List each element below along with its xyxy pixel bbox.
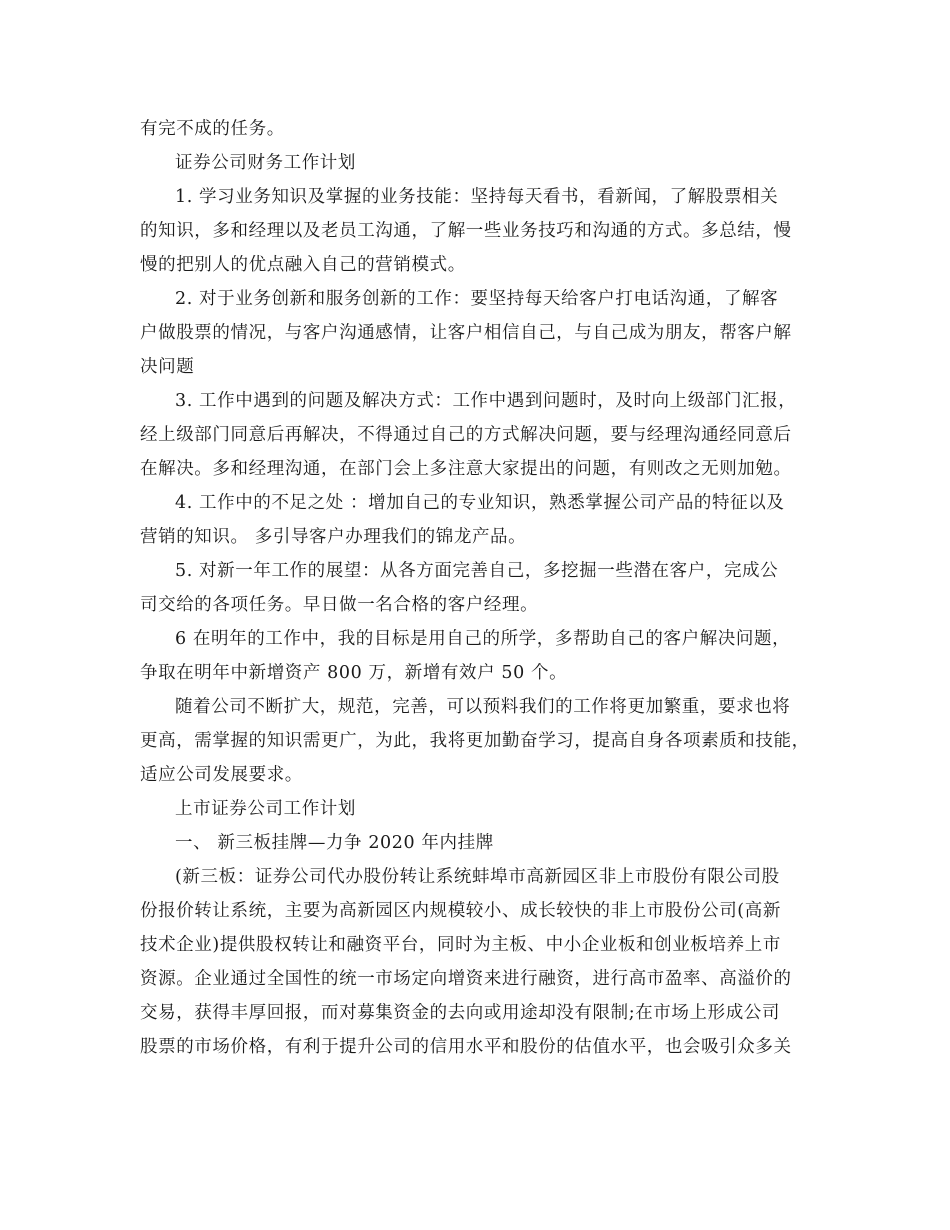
text-line: 慢的把别人的优点融入自己的营销模式。 xyxy=(140,255,466,275)
text-line: 一、 新三板挂牌—力争 2020 年内挂牌 xyxy=(175,833,494,853)
text-line: 更高，需掌握的知识需更广，为此，我将更加勤奋学习，提高自身各项素质和技能， xyxy=(140,731,810,751)
text-line: 3. 工作中遇到的问题及解决方式：工作中遇到问题时，及时向上级部门汇报， xyxy=(175,391,797,411)
text-line: 随着公司不断扩大，规范，完善，可以预料我们的工作将更加繁重，要求也将 xyxy=(175,697,791,717)
text-line: 技术企业)提供股权转让和融资平台，同时为主板、中小企业板和创业板培养上市 xyxy=(140,935,781,955)
text-line: 6 在明年的工作中，我的目标是用自己的所学，多帮助自己的客户解决问题， xyxy=(175,629,791,649)
text-line: 股票的市场价格，有利于提升公司的信用水平和股份的估值水平，也会吸引众多关 xyxy=(140,1037,792,1057)
text-line: 经上级部门同意后再解决，不得通过自己的方式解决问题，要与经理沟通经同意后 xyxy=(140,425,792,445)
text-line: 决问题 xyxy=(140,357,195,377)
text-line: 户做股票的情况，与客户沟通感情，让客户相信自己，与自己成为朋友，帮客户解 xyxy=(140,323,792,343)
text-line: 4. 工作中的不足之处 ：增加自己的专业知识，熟悉掌握公司产品的特征以及 xyxy=(175,493,785,513)
text-line: 适应公司发展要求。 xyxy=(140,765,303,785)
text-line: 有完不成的任务。 xyxy=(140,119,285,139)
text-line: (新三板：证券公司代办股份转让系统蚌埠市高新园区非上市股份有限公司股 xyxy=(175,867,780,887)
text-line: 2. 对于业务创新和服务创新的工作：要坚持每天给客户打电话沟通，了解客 xyxy=(175,289,779,309)
text-line: 证券公司财务工作计划 xyxy=(175,153,356,173)
text-line: 1. 学习业务知识及掌握的业务技能：坚持每天看书，看新闻，了解股票相关 xyxy=(175,187,779,207)
document-body xyxy=(140,112,812,1064)
text-line: 营销的知识。 多引导客户办理我们的锦龙产品。 xyxy=(140,527,527,547)
text-line: 司交给的各项任务。早日做一名合格的客户经理。 xyxy=(140,595,539,615)
text-line: 上市证券公司工作计划 xyxy=(175,799,356,819)
text-line: 争取在明年中新增资产 800 万，新增有效户 50 个。 xyxy=(140,663,568,683)
text-line: 资源。企业通过全国性的统一市场定向增资来进行融资，进行高市盈率、高溢价的 xyxy=(140,969,792,989)
text-line: 在解决。多和经理沟通，在部门会上多注意大家提出的问题，有则改之无则加勉。 xyxy=(140,459,792,479)
text-line: 交易，获得丰厚回报，而对募集资金的去向或用途却没有限制;在市场上形成公司 xyxy=(140,1003,780,1023)
text-line: 5. 对新一年工作的展望：从各方面完善自己，多挖掘一些潜在客户，完成公 xyxy=(175,561,779,581)
text-line: 的知识，多和经理以及老员工沟通，了解一些业务技巧和沟通的方式。多总结，慢 xyxy=(140,221,792,241)
text-line: 份报价转让系统，主要为高新园区内规模较小、成长较快的非上市股份公司(高新 xyxy=(140,901,781,921)
